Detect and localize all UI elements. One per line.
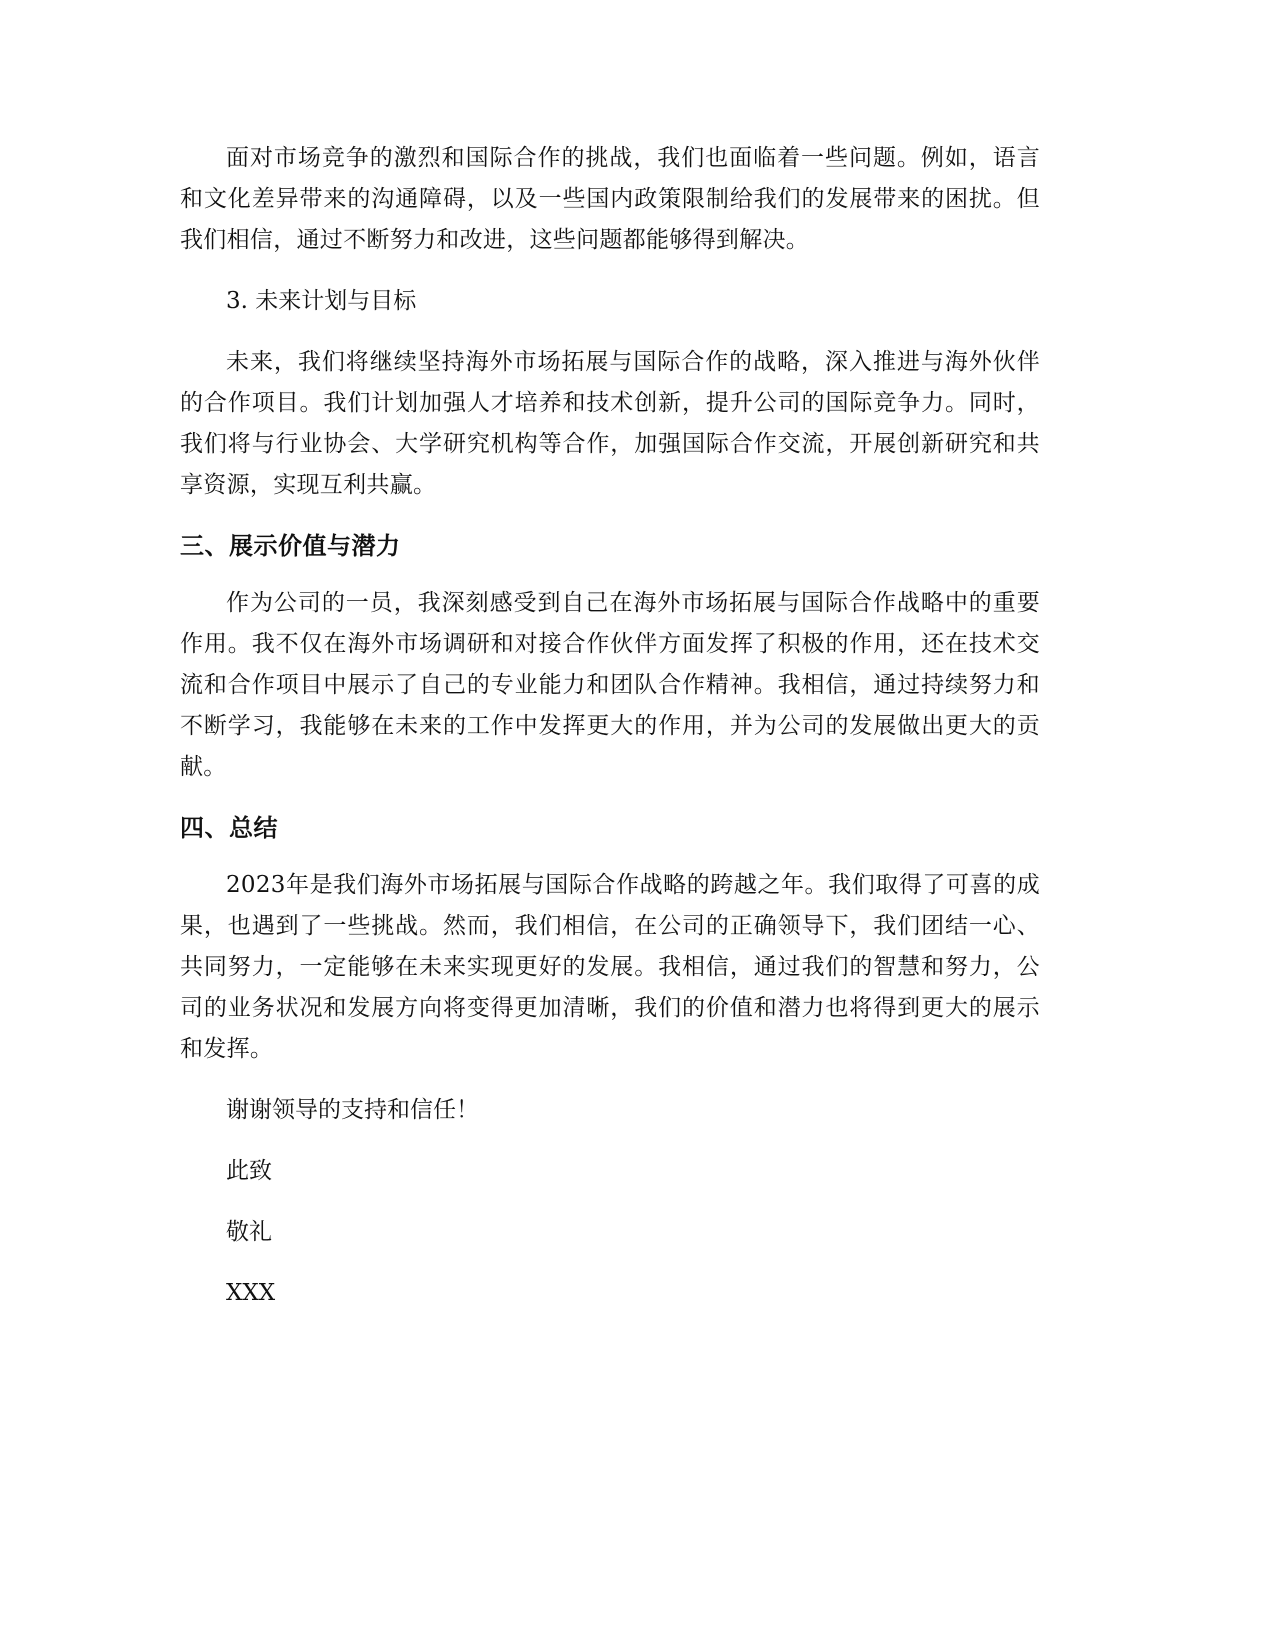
paragraph-challenges: 面对市场竞争的激烈和国际合作的挑战，我们也面临着一些问题。例如，语言和文化差异带来的沟通障碍，以及一些国内政策限制给我们的发展带来的困扰。但我们相信，通过不断努力和改进，这些问题都能够得到解决。: [180, 145, 1040, 253]
signature: XXX: [226, 1280, 276, 1306]
paragraph-value: 作为公司的一员，我深刻感受到自己在海外市场拓展与国际合作战略中的重要作用。我不仅在海外市场调研和对接合作伙伴方面发挥了积极的作用，还在技术交流和合作项目中展示了自己的专业能力和团队合作精神。我相信，通过持续努力和不断学习，我能够在未来的工作中发挥更大的作用，并为公司的发展做出更大的贡献。: [180, 590, 1040, 780]
paragraph-future: 未来，我们将继续坚持海外市场拓展与国际合作的战略，深入推进与海外伙伴的合作项目。我们计划加强人才培养和技术创新，提升公司的国际竞争力。同时，我们将与行业协会、大学研究机构等合作，加强国际合作交流，开展创新研究和共享资源，实现互利共赢。: [180, 349, 1040, 498]
section-heading-summary: 四、总结: [180, 814, 278, 842]
closing-line-1: 此致: [226, 1158, 272, 1184]
paragraph-summary: 2023年是我们海外市场拓展与国际合作战略的跨越之年。我们取得了可喜的成果，也遇到了一些挑战。然而，我们相信，在公司的正确领导下，我们团结一心、共同努力，一定能够在未来实现更好的发展。我相信，通过我们的智慧和努力，公司的业务状况和发展方向将变得更加清晰，我们的价值和潜力也将得到更大的展示和发挥。: [180, 872, 1040, 1062]
list-item-future-plans: 3. 未来计划与目标: [226, 288, 417, 314]
document-page: [180, 138, 1040, 1334]
thanks-line: 谢谢领导的支持和信任！: [226, 1097, 479, 1123]
section-heading-value: 三、展示价值与潜力: [180, 532, 401, 560]
closing-line-2: 敬礼: [226, 1219, 272, 1245]
